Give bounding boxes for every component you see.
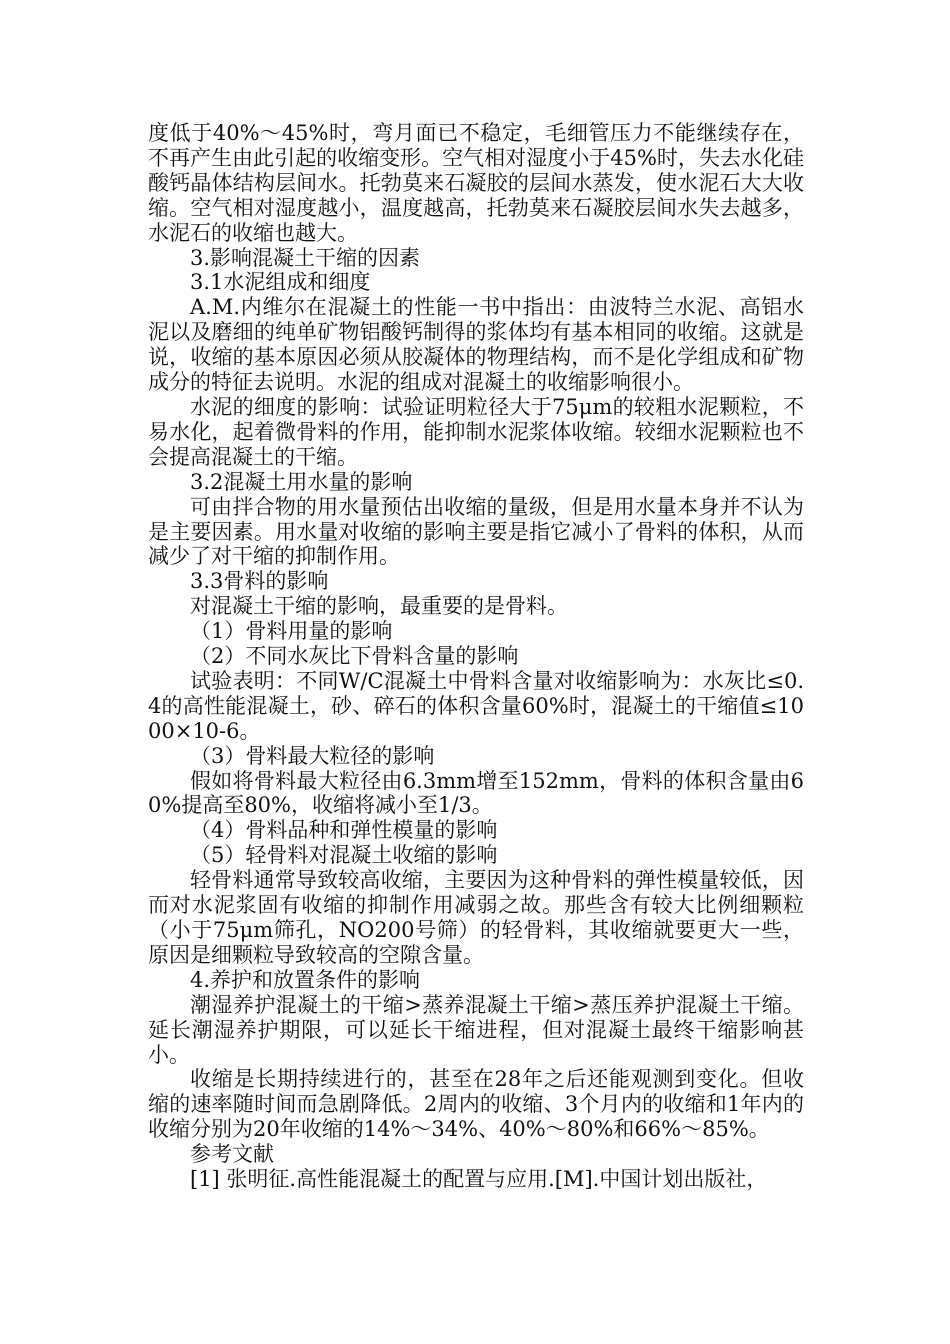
subsection-heading-aggregate: 3.3骨料的影响 [190, 569, 329, 594]
item-heading-2: （2）不同水灰比下骨料含量的影响 [190, 644, 519, 669]
paragraph-wc-test: 试验表明：不同W/C混凝土中骨料含量对收缩影响为：水灰比≤0.4的高性能混凝土，砂、碎石的体积含量60%时，混凝土的干缩值≤1000×10-6。 [148, 668, 804, 743]
document-body [148, 121, 804, 1192]
item-heading-3: （3）骨料最大粒径的影响 [190, 743, 435, 768]
paragraph-long-term: 收缩是长期持续进行的，甚至在28年之后还能观测到变化。但收缩的速率随时间而急剧降低。2周内的收缩、3个月内的收缩和1年内的收缩分别为20年收缩的14%～34%、40%～80%和66%～85%。 [148, 1067, 804, 1142]
references-heading: 参考文献 [190, 1142, 274, 1167]
section-heading-curing: 4.养护和放置条件的影响 [190, 967, 421, 992]
subsection-heading-cement: 3.1水泥组成和细度 [190, 270, 371, 295]
paragraph-fineness: 水泥的细度的影响：试验证明粒径大于75μm的较粗水泥颗粒，不易水化，起着微骨料的作用，能抑制水泥浆体收缩。较细水泥颗粒也不会提高混凝土的干缩。 [148, 394, 804, 469]
reference-item: [1] 张明征.高性能混凝土的配置与应用.[M].中国计划出版社， [190, 1167, 768, 1192]
paragraph-continuation: 度低于40%～45%时，弯月面已不稳定，毛细管压力不能继续存在，不再产生由此引起的收缩变形。空气相对湿度小于45%时，失去水化硅酸钙晶体结构层间水。托勃莫来石凝胶的层间水蒸发，使水泥石大大收缩。空气相对湿度越小，温度越高，托勃莫来石凝胶层间水失去越多，水泥石的收缩也越大。 [148, 121, 804, 245]
item-heading-4: （4）骨料品种和弹性模量的影响 [190, 818, 498, 843]
item-heading-5: （5）轻骨料对混凝土收缩的影响 [190, 843, 498, 868]
item-heading-1: （1）骨料用量的影响 [190, 619, 393, 644]
paragraph-max-size: 假如将骨料最大粒径由6.3mm增至152mm，骨料的体积含量由60%提高至80%，收缩将减小至1/3。 [148, 768, 804, 818]
subsection-heading-water: 3.2混凝土用水量的影响 [190, 469, 413, 494]
paragraph-lightweight: 轻骨料通常导致较高收缩，主要因为这种骨料的弹性模量较低，因而对水泥浆固有收缩的抑制作用减弱之故。那些含有较大比例细颗粒（小于75μm筛孔，NO200号筛）的轻骨料，其收缩就要更大一些，原因是细颗粒导致较高的空隙含量。 [148, 868, 804, 967]
paragraph-neville: A.M.内维尔在混凝土的性能一书中指出：由波特兰水泥、高铝水泥以及磨细的纯单矿物铝酸钙制得的浆体均有基本相同的收缩。这就是说，收缩的基本原因必须从胶凝体的物理结构，而不是化学组成和矿物成分的特征去说明。水泥的组成对混凝土的收缩影响很小。 [148, 295, 804, 395]
section-heading-factors: 3.影响混凝土干缩的因素 [190, 245, 421, 270]
paragraph-curing: 潮湿养护混凝土的干缩>蒸养混凝土干缩>蒸压养护混凝土干缩。延长潮湿养护期限，可以延长干缩进程，但对混凝土最终干缩影响甚小。 [148, 992, 804, 1067]
paragraph-water: 可由拌合物的用水量预估出收缩的量级，但是用水量本身并不认为是主要因素。用水量对收缩的影响主要是指它减小了骨料的体积，从而减少了对干缩的抑制作用。 [148, 494, 804, 569]
paragraph-aggregate-intro: 对混凝土干缩的影响，最重要的是骨料。 [190, 594, 568, 619]
